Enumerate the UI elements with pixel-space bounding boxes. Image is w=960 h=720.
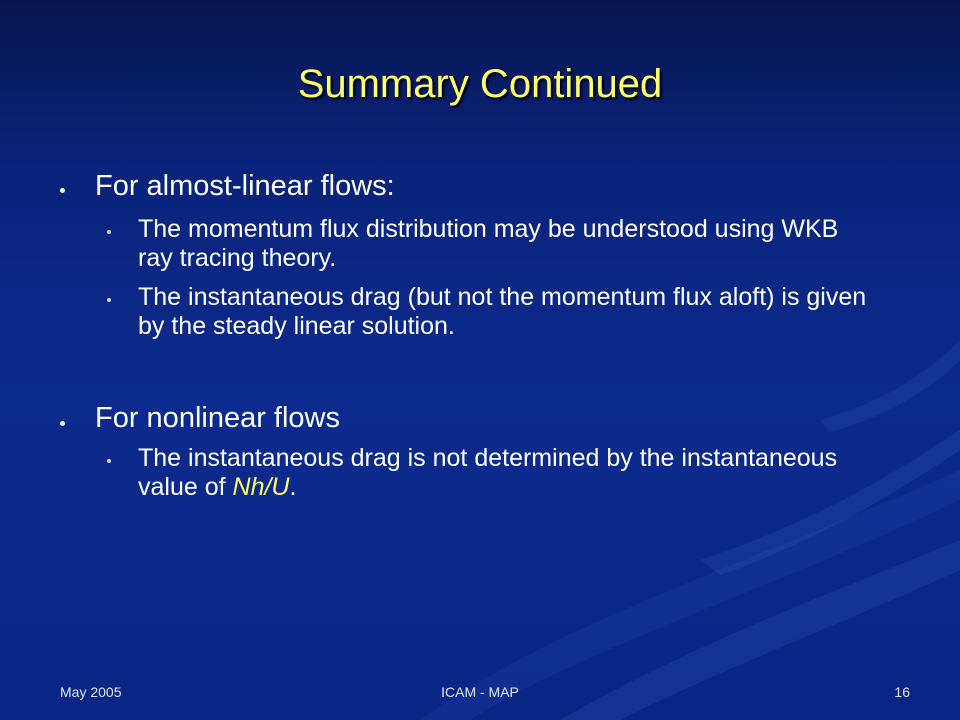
sub-bullet-dot xyxy=(107,459,111,463)
bullet-dot xyxy=(60,421,65,426)
bullet-momentum-flux: The momentum flux distribution may be understood using WKB ray tracing theory. xyxy=(138,215,839,272)
bullet-dot xyxy=(60,188,65,193)
footer-center: ICAM - MAP xyxy=(441,684,519,700)
bullet-text-before: The instantaneous drag is not determined by the instantaneous value of xyxy=(138,444,838,501)
sub-bullet-dot xyxy=(107,298,111,302)
section-heading-nonlinear: For nonlinear flows xyxy=(95,402,340,434)
bullet-instantaneous-drag-linear: The instantaneous drag (but not the momentum flux aloft) is given by the steady linear solution. xyxy=(138,283,867,340)
bullet-text-after: . xyxy=(289,473,297,501)
sub-bullet-dot xyxy=(107,230,111,234)
emphasis-nhu: Nh/U xyxy=(232,473,290,501)
section-heading-almost-linear: For almost-linear flows: xyxy=(95,170,395,202)
footer-page-number: 16 xyxy=(894,684,910,700)
slide-title: Summary Continued xyxy=(297,62,663,106)
footer-date: May 2005 xyxy=(60,684,122,700)
bullet-instantaneous-drag-nonlinear xyxy=(138,444,878,502)
